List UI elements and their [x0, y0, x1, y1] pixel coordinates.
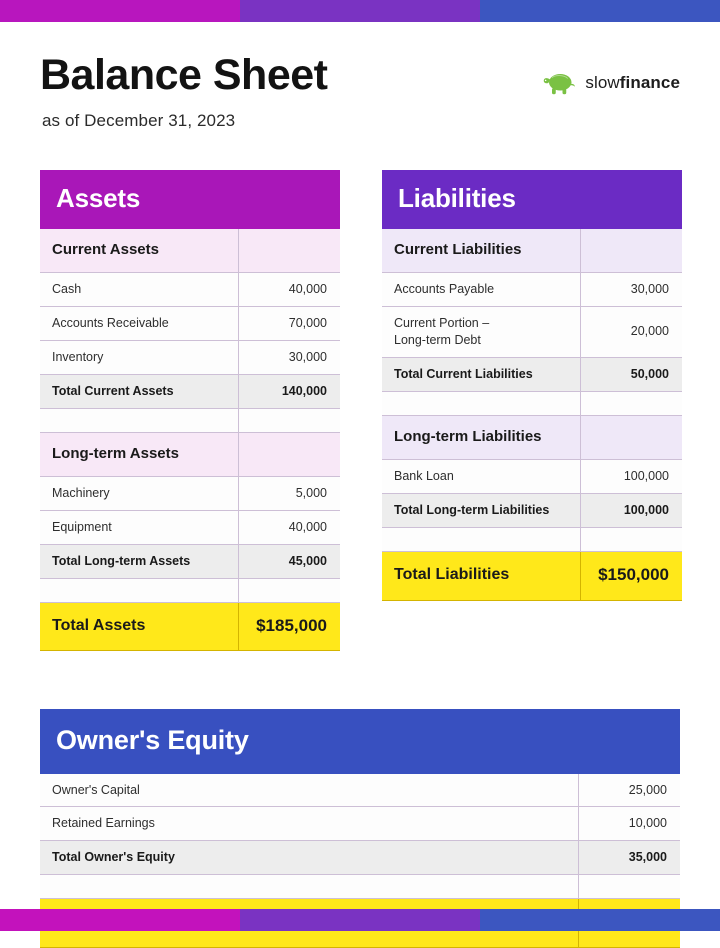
- row-label: Inventory: [40, 340, 238, 374]
- assets-table: [40, 229, 340, 652]
- row-label: Accounts Payable: [382, 273, 580, 307]
- row-label: Current Assets: [40, 229, 238, 273]
- assets-card: [40, 170, 340, 651]
- liabilities-heading: Liabilities: [382, 170, 682, 229]
- assets-table-body: [40, 229, 340, 651]
- row-label: Current Portion – Long-term Debt: [382, 307, 580, 358]
- row-amount: 20,000: [580, 307, 682, 358]
- row-label: Total Assets: [40, 602, 238, 651]
- section-spacer: [40, 651, 680, 709]
- row-amount: 40,000: [238, 273, 340, 307]
- table-row: [382, 459, 682, 493]
- table-row: [40, 374, 340, 408]
- table-spacer-row: [40, 875, 680, 899]
- row-label: Long-term Liabilities: [382, 415, 580, 459]
- row-label: [40, 578, 238, 602]
- top-decor-segment-3: [480, 0, 720, 22]
- page-title: Balance Sheet: [40, 54, 327, 97]
- row-amount: [580, 527, 682, 551]
- brand-name-bold: finance: [620, 73, 680, 92]
- table-row: [382, 229, 682, 273]
- table-row: [40, 544, 340, 578]
- row-amount: 30,000: [238, 340, 340, 374]
- row-label: [382, 527, 580, 551]
- top-tables-row: [40, 170, 680, 651]
- liabilities-table-body: [382, 229, 682, 600]
- bottom-decor-segment-3: [480, 909, 720, 931]
- row-amount: 100,000: [580, 459, 682, 493]
- row-amount: $150,000: [580, 551, 682, 600]
- table-row: [382, 415, 682, 459]
- bottom-decor-bar: [0, 909, 720, 931]
- row-label: [382, 391, 580, 415]
- row-amount: $185,000: [238, 602, 340, 651]
- row-label: Cash: [40, 273, 238, 307]
- table-row: [40, 229, 340, 273]
- table-row: [382, 551, 682, 600]
- brand-lockup: [540, 69, 680, 97]
- bottom-decor-segment-2: [240, 909, 480, 931]
- row-label: Total Long-term Assets: [40, 544, 238, 578]
- liabilities-table: [382, 229, 682, 601]
- top-decor-segment-2: [240, 0, 480, 22]
- row-label: [40, 875, 578, 899]
- row-amount: 100,000: [580, 493, 682, 527]
- table-row: [40, 774, 680, 807]
- row-amount: [580, 415, 682, 459]
- row-label: Owner's Capital: [40, 774, 578, 807]
- table-row: [40, 432, 340, 476]
- page-subtitle: as of December 31, 2023: [42, 111, 235, 131]
- table-row: [40, 602, 340, 651]
- table-spacer-row: [40, 578, 340, 602]
- assets-heading: Assets: [40, 170, 340, 229]
- row-label: Accounts Receivable: [40, 307, 238, 341]
- row-label: Bank Loan: [382, 459, 580, 493]
- row-amount: [238, 229, 340, 273]
- table-row: [382, 307, 682, 358]
- row-label: Retained Earnings: [40, 807, 578, 841]
- row-label: Total Liabilities: [382, 551, 580, 600]
- row-label: Total Owner's Equity: [40, 841, 578, 875]
- row-amount: 35,000: [578, 841, 680, 875]
- top-decor-segment-1: [0, 0, 240, 22]
- row-label: [40, 408, 238, 432]
- table-row: [382, 357, 682, 391]
- table-row: [382, 273, 682, 307]
- bottom-decor-segment-1: [0, 909, 240, 931]
- top-decor-bar: [0, 0, 720, 22]
- table-row: [382, 493, 682, 527]
- row-label: Total Current Liabilities: [382, 357, 580, 391]
- row-amount: 50,000: [580, 357, 682, 391]
- table-spacer-row: [382, 527, 682, 551]
- row-amount: 30,000: [580, 273, 682, 307]
- row-label: Machinery: [40, 476, 238, 510]
- row-amount: [580, 229, 682, 273]
- row-label: Long-term Assets: [40, 432, 238, 476]
- row-amount: 140,000: [238, 374, 340, 408]
- row-amount: 5,000: [238, 476, 340, 510]
- row-amount: 10,000: [578, 807, 680, 841]
- row-label: Equipment: [40, 510, 238, 544]
- row-amount: [580, 391, 682, 415]
- table-row: [40, 841, 680, 875]
- equity-heading: Owner's Equity: [40, 709, 680, 773]
- row-amount: [238, 578, 340, 602]
- table-row: [40, 807, 680, 841]
- row-amount: [578, 875, 680, 899]
- brand-name: [585, 73, 680, 93]
- row-amount: 70,000: [238, 307, 340, 341]
- table-row: [40, 476, 340, 510]
- row-amount: 25,000: [578, 774, 680, 807]
- liabilities-card: [382, 170, 682, 601]
- document-page: [0, 22, 720, 909]
- table-spacer-row: [382, 391, 682, 415]
- row-amount: 40,000: [238, 510, 340, 544]
- table-row: [40, 510, 340, 544]
- table-row: [40, 307, 340, 341]
- row-amount: 45,000: [238, 544, 340, 578]
- row-label: Current Liabilities: [382, 229, 580, 273]
- turtle-icon: [540, 69, 576, 97]
- row-label: Total Long-term Liabilities: [382, 493, 580, 527]
- table-spacer-row: [40, 408, 340, 432]
- table-row: [40, 340, 340, 374]
- brand-name-light: slow: [585, 73, 619, 92]
- document-header: [40, 22, 680, 170]
- row-amount: [238, 408, 340, 432]
- table-row: [40, 273, 340, 307]
- row-amount: [238, 432, 340, 476]
- row-label: Total Current Assets: [40, 374, 238, 408]
